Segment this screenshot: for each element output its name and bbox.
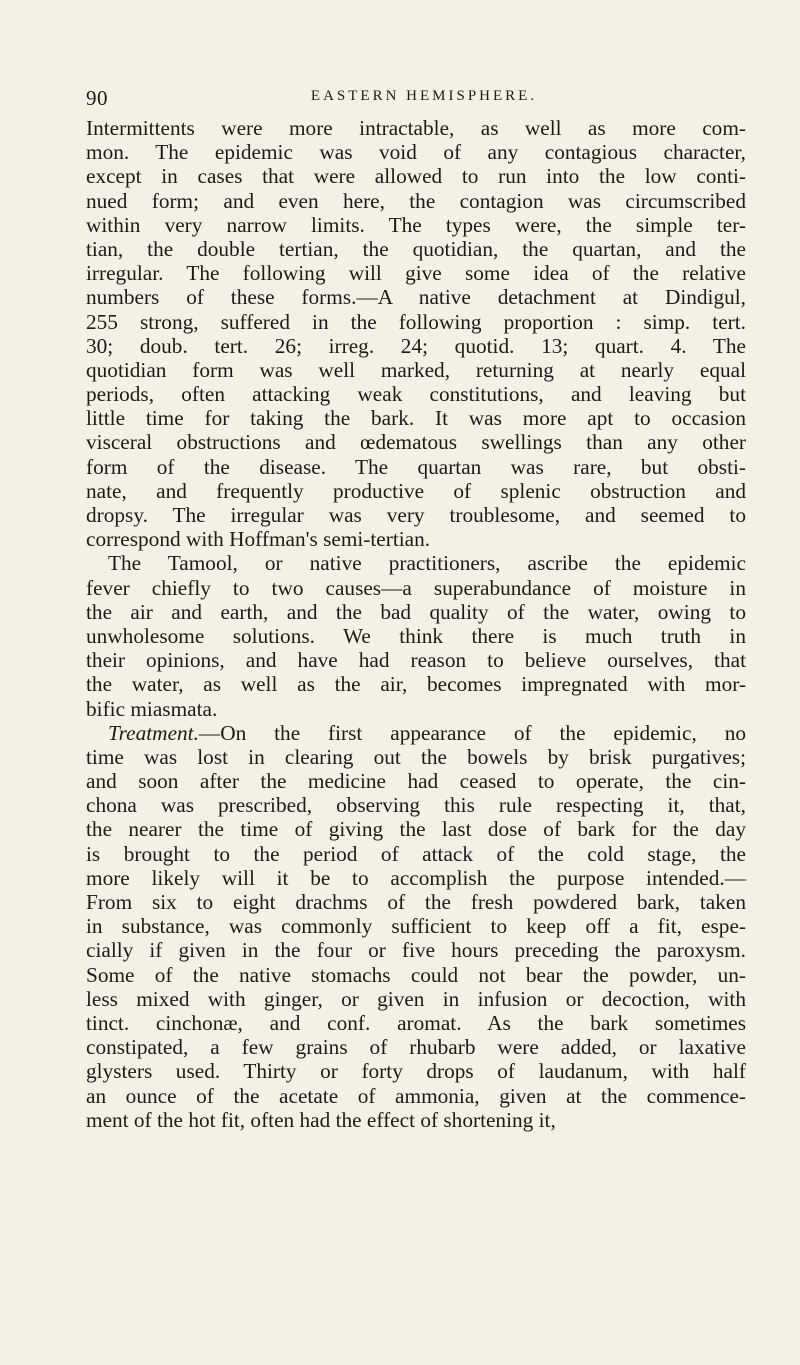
text-line: irregular. The following will give some idea of the relative [86,261,746,286]
text-line: their opinions, and have had reason to believe ourselves, that [86,648,746,673]
running-head: EASTERN HEMISPHERE. [310,88,538,104]
text-line: constipated, a few grains of rhubarb were added, or laxative [86,1035,746,1060]
text-line: little time for taking the bark. It was more apt to occasion [86,406,746,431]
text-line: 255 strong, suffered in the following proportion : simp. tert. [86,309,746,334]
text-line: mon. The epidemic was void of any contagious character, [86,140,746,165]
page-number: 90 [86,86,108,110]
text-line: The Tamool, or native practitioners, ascribe the epidemic [108,551,746,576]
text-line: From six to eight drachms of the fresh powdered bark, taken [86,890,746,914]
paragraph-intermittents [86,116,746,551]
text-line: nued form; and even here, the contagion was circumscribed [86,188,746,213]
text-line: correspond with Hoffman's semi-tertian. [86,527,431,552]
text-line: Intermittents were more intractable, as well as more com- [86,116,746,140]
text-line: tinct. cinchonæ, and conf. aromat. As the bark sometimes [86,1010,746,1035]
text-line: time was lost in clearing out the bowels by brisk purgatives; [86,744,746,769]
text-line: ment of the hot fit, often had the effect of shortening it, [86,1107,556,1132]
text-line: form of the disease. The quartan was rare, but obsti- [86,454,746,479]
treatment-first-line: —On the first appearance of the epidemic, no [198,720,746,745]
text-line: chona was prescribed, observing this rule respecting it, that, [86,793,746,818]
text-line: glysters used. Thirty or forty drops of laudanum, with half [86,1059,746,1084]
text-line: periods, often attacking weak constitutions, and leaving but [86,382,746,407]
text-line: numbers of these forms.—A native detachment at Dindigul, [86,285,746,310]
text-line: Some of the native stomachs could not bear the powder, un- [86,962,746,987]
text-line: within very narrow limits. The types were, the simple ter- [86,212,746,237]
text-line: the water, as well as the air, becomes impregnated with mor- [86,672,746,697]
text-line: in substance, was commonly sufficient to keep off a fit, espe- [86,914,746,939]
text-line: nate, and frequently productive of splenic obstruction and [86,478,746,503]
paragraph-tamool [86,551,746,720]
text-line: the nearer the time of giving the last dose of bark for the day [86,817,746,842]
text-line: the air and earth, and the bad quality of the water, owing to [86,599,746,624]
text-line: unwholesome solutions. We think there is much truth in [86,623,746,648]
text-line: bific miasmata. [86,696,218,721]
text-line: quotidian form was well marked, returning at nearly equal [86,357,746,382]
treatment-heading: Treatment. [108,720,199,745]
text-line: 30; doub. tert. 26; irreg. 24; quotid. 13; quart. 4. The [86,333,746,358]
text-line: visceral obstructions and œdematous swellings than any other [86,430,746,455]
text-line: more likely will it be to accomplish the purpose intended.— [86,865,746,890]
paragraph-treatment [86,721,746,1132]
text-line: less mixed with ginger, or given in infusion or decoction, with [86,986,746,1011]
text-line: and soon after the medicine had ceased to operate, the cin- [86,769,746,794]
body-text [86,116,746,1132]
text-line: fever chiefly to two causes—a superabundance of moisture in [86,575,746,600]
text-line: cially if given in the four or five hours preceding the paroxysm. [86,938,746,963]
text-line: except in cases that were allowed to run into the low conti- [86,164,746,189]
text-line [86,721,746,745]
page-header [86,86,746,112]
text-line: dropsy. The irregular was very troublesome, and seemed to [86,503,746,527]
text-line: an ounce of the acetate of ammonia, given at the commence- [86,1083,746,1108]
text-line: tian, the double tertian, the quotidian, the quartan, and the [86,236,746,261]
text-line: is brought to the period of attack of the cold stage, the [86,841,746,866]
